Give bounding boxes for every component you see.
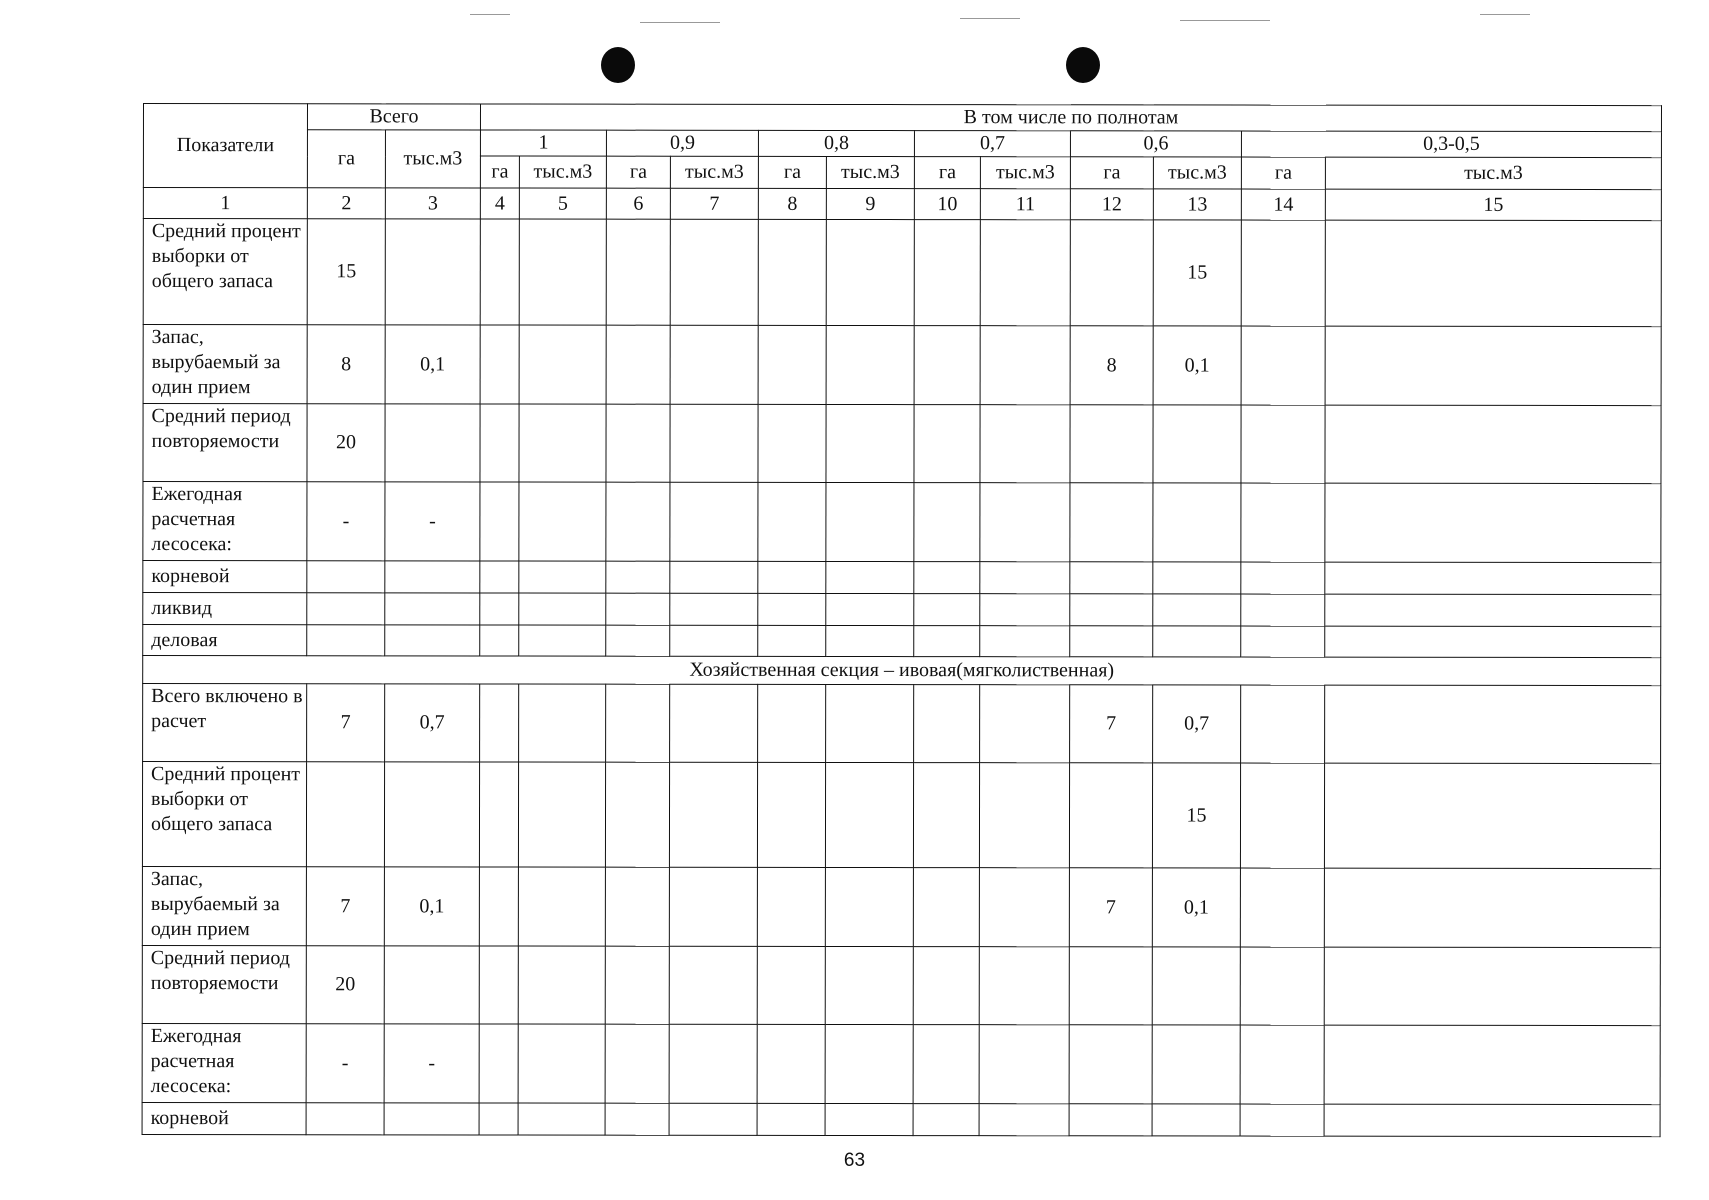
table-cell	[979, 763, 1069, 868]
table-cell	[669, 946, 757, 1024]
table-cell: 0,1	[384, 867, 479, 946]
scan-speck	[1180, 20, 1270, 21]
table-cell	[1070, 220, 1153, 326]
table-cell	[479, 762, 518, 867]
table-cell	[519, 684, 606, 762]
table-cell	[479, 867, 518, 946]
table-row	[143, 325, 1661, 406]
table-cell	[1324, 947, 1660, 1025]
row-label: корневой	[142, 1102, 306, 1134]
subheader-ha: га	[1241, 157, 1325, 189]
table-cell	[519, 325, 606, 404]
subheader-ha: га	[480, 156, 519, 188]
table-cell	[757, 946, 825, 1024]
table-cell	[670, 219, 758, 325]
table-cell	[913, 763, 979, 868]
table-cell	[480, 404, 519, 482]
row-label: деловая	[143, 625, 307, 656]
table-cell	[1069, 763, 1152, 868]
column-number: 11	[980, 189, 1070, 220]
table-cell	[385, 404, 480, 482]
table-cell	[670, 482, 758, 561]
table-cell	[825, 762, 913, 867]
table-cell	[1153, 594, 1241, 626]
column-number: 2	[307, 188, 385, 219]
table-cell	[980, 685, 1070, 763]
table-cell	[758, 561, 826, 593]
table-cell	[1070, 626, 1153, 657]
row-label: Ежегодная расчетная лесосека:	[142, 1023, 306, 1102]
table-cell: 0,1	[1152, 868, 1240, 947]
column-number: 12	[1070, 189, 1153, 220]
table-cell	[913, 947, 979, 1025]
table-cell: 15	[1153, 220, 1241, 326]
table-cell	[479, 946, 518, 1024]
scan-speck	[960, 18, 1020, 19]
table-cell: -	[385, 482, 480, 561]
scan-speck	[1480, 14, 1530, 15]
table-cell	[1069, 1104, 1152, 1136]
header-density-0-9: 0,9	[606, 130, 758, 156]
table-cell	[519, 561, 606, 593]
table-cell	[518, 762, 605, 867]
table-cell	[1241, 326, 1325, 405]
table-cell	[825, 946, 913, 1024]
table-cell	[670, 625, 758, 656]
table-cell	[757, 1024, 825, 1103]
table-cell	[1324, 868, 1660, 947]
table-row	[143, 404, 1661, 484]
table-row	[143, 219, 1661, 327]
table-cell	[518, 1024, 605, 1103]
row-label: Средний процент выборки от общего запаса	[143, 219, 307, 325]
row-label: Ежегодная расчетная лесосека:	[143, 482, 307, 561]
table-cell	[1241, 483, 1325, 562]
subheader-ha: га	[1070, 157, 1153, 189]
header-indicators: Показатели	[143, 104, 307, 188]
table-cell	[757, 1103, 825, 1135]
table-cell	[758, 482, 826, 561]
table-cell	[914, 562, 980, 594]
header-density-0-8: 0,8	[758, 130, 914, 156]
table-cell	[307, 593, 385, 625]
row-label: Средний период повторяемости	[142, 945, 306, 1023]
table-cell	[1070, 562, 1153, 594]
table-cell	[825, 867, 913, 946]
table-cell	[1069, 1025, 1152, 1104]
table-cell	[979, 1104, 1069, 1136]
subheader-ha: га	[606, 156, 670, 188]
table-cell	[1070, 405, 1153, 483]
table-cell	[979, 947, 1069, 1025]
table-cell	[1324, 1025, 1660, 1104]
table-cell	[605, 867, 669, 946]
column-number: 6	[606, 188, 670, 219]
table-cell: 15	[307, 219, 385, 325]
table-cell	[980, 405, 1070, 483]
table-cell	[670, 593, 758, 625]
table-cell	[384, 946, 479, 1024]
table-cell	[758, 325, 826, 404]
table-cell	[479, 1024, 518, 1103]
column-number: 1	[143, 188, 307, 219]
table-cell	[826, 404, 914, 482]
table-cell	[1153, 483, 1241, 562]
table-cell	[605, 946, 669, 1024]
table-cell	[826, 482, 914, 561]
table-row	[142, 945, 1660, 1025]
table-cell	[980, 626, 1070, 657]
header-by-density: В том числе по полнотам	[480, 104, 1661, 132]
table-cell	[1241, 220, 1325, 326]
table-cell	[914, 326, 980, 405]
table-cell	[480, 593, 519, 625]
section-title: Хозяйственная секция – ивовая(мягколиственная)	[143, 656, 1661, 686]
table-cell: 7	[306, 867, 384, 946]
table-cell	[826, 325, 914, 404]
header-density-1: 1	[480, 130, 606, 156]
table-cell	[480, 325, 519, 404]
table-cell	[606, 684, 670, 762]
table-cell	[606, 625, 670, 656]
table-cell	[1325, 220, 1661, 326]
table-row	[142, 866, 1660, 947]
table-cell	[1070, 594, 1153, 626]
table-cell: 8	[1070, 326, 1153, 405]
table-cell	[1325, 326, 1661, 405]
table-cell	[606, 482, 670, 561]
table-cell	[757, 762, 825, 867]
table-cell	[1153, 562, 1241, 594]
table-cell	[518, 867, 605, 946]
table-cell	[384, 762, 479, 867]
table-cell	[1153, 405, 1241, 483]
row-label: корневой	[143, 561, 307, 593]
table-cell: 8	[307, 325, 385, 404]
table-cell	[758, 593, 826, 625]
column-number: 14	[1241, 189, 1325, 220]
table-cell	[670, 561, 758, 593]
table-cell	[605, 1103, 669, 1135]
table-cell	[606, 325, 670, 404]
table-cell: 0,7	[1153, 685, 1241, 763]
table-cell	[1240, 1025, 1324, 1104]
table-cell	[1325, 685, 1661, 763]
table-row	[143, 684, 1661, 764]
table-cell	[1240, 763, 1324, 868]
table-cell: 20	[306, 946, 384, 1024]
row-label: Всего включено в расчет	[143, 684, 307, 762]
row-label: Запас, вырубаемый за один прием	[142, 866, 306, 945]
table-cell	[914, 594, 980, 626]
table-cell	[825, 1024, 913, 1103]
subheader-m3: тыс.м3	[980, 157, 1070, 189]
table-cell	[606, 404, 670, 482]
table-cell	[1325, 626, 1661, 657]
table-cell	[670, 684, 758, 762]
table-cell: -	[384, 1024, 479, 1103]
table-cell	[669, 762, 757, 867]
table-cell	[826, 625, 914, 656]
header-density-0-3-0-5: 0,3-0,5	[1241, 131, 1661, 158]
table-cell	[1325, 483, 1661, 562]
column-number: 3	[385, 188, 480, 219]
table-cell	[914, 685, 980, 763]
row-label: Запас, вырубаемый за один прием	[143, 325, 307, 404]
table-cell	[826, 593, 914, 625]
table-cell	[385, 625, 480, 656]
column-number-row	[143, 188, 1661, 221]
table-cell	[385, 219, 480, 325]
table-cell	[826, 561, 914, 593]
table-row	[143, 625, 1661, 658]
table-cell	[758, 684, 826, 762]
table-cell	[480, 625, 519, 656]
table-row	[142, 1023, 1660, 1104]
page-number: 63	[843, 1150, 866, 1171]
table-cell	[1152, 1104, 1240, 1136]
table-cell	[1241, 562, 1325, 594]
table-cell	[307, 625, 385, 656]
table-cell: 20	[307, 404, 385, 482]
table-cell	[980, 326, 1070, 405]
table-cell	[519, 593, 606, 625]
header-total-m3: тыс.м3	[385, 130, 480, 188]
table-cell	[1241, 685, 1325, 763]
table-cell: 15	[1152, 763, 1240, 868]
header-total: Всего	[307, 104, 480, 130]
table-cell	[979, 1025, 1069, 1104]
table-cell	[758, 625, 826, 656]
table-cell	[914, 626, 980, 657]
column-number: 10	[914, 189, 980, 220]
table-cell	[605, 762, 669, 867]
table-row	[143, 561, 1661, 595]
table-cell	[758, 219, 826, 325]
scan-speck	[470, 14, 510, 15]
subheader-ha: га	[758, 156, 826, 188]
column-number: 13	[1153, 189, 1241, 220]
table-row	[143, 593, 1661, 627]
column-number: 7	[670, 188, 758, 219]
table-cell	[1241, 626, 1325, 657]
table-cell	[670, 325, 758, 404]
table-cell	[1240, 1104, 1324, 1136]
row-label: Средний период повторяемости	[143, 404, 307, 482]
table-cell	[1324, 763, 1660, 868]
table-cell: 0,7	[385, 684, 480, 762]
forest-data-table	[142, 103, 1663, 1137]
table-cell	[1152, 947, 1240, 1025]
table-cell	[980, 483, 1070, 562]
table-row	[142, 762, 1660, 869]
subheader-m3: тыс.м3	[1325, 157, 1661, 189]
subheader-m3: тыс.м3	[670, 156, 758, 188]
subheader-m3: тыс.м3	[1153, 157, 1241, 189]
table-cell	[606, 561, 670, 593]
header-density-0-7: 0,7	[914, 131, 1070, 157]
table-cell	[384, 1103, 479, 1135]
table-cell	[606, 593, 670, 625]
table-cell	[826, 219, 914, 325]
column-number: 15	[1325, 189, 1661, 220]
table-cell	[480, 561, 519, 593]
table-cell	[606, 219, 670, 325]
table-cell	[1069, 947, 1152, 1025]
row-label: ликвид	[143, 593, 307, 625]
header-density-0-6: 0,6	[1070, 131, 1241, 157]
table-cell	[1325, 562, 1661, 594]
column-number: 9	[826, 188, 914, 219]
table-cell	[519, 482, 606, 561]
table-cell: 7	[1070, 685, 1153, 763]
table-cell: 7	[1069, 868, 1152, 947]
row-label: Средний процент выборки от общего запаса	[142, 762, 306, 867]
table-cell	[480, 219, 519, 325]
table-cell	[913, 1025, 979, 1104]
table-cell	[914, 405, 980, 483]
table-cell	[1070, 483, 1153, 562]
punch-hole-left	[601, 47, 635, 83]
table-cell	[306, 762, 384, 867]
table-cell	[518, 946, 605, 1024]
table-cell	[480, 482, 519, 561]
column-number: 8	[758, 188, 826, 219]
table-cell	[758, 404, 826, 482]
subheader-m3: тыс.м3	[826, 156, 914, 188]
table-cell	[979, 868, 1069, 947]
table-cell	[1241, 594, 1325, 626]
table-cell	[913, 1104, 979, 1136]
column-number: 5	[519, 188, 606, 219]
table-cell	[519, 625, 606, 656]
table-cell	[1241, 405, 1325, 483]
table-cell	[826, 684, 914, 762]
table-cell	[914, 220, 980, 326]
table-cell	[670, 404, 758, 482]
table-cell	[913, 868, 979, 947]
punch-hole-right	[1066, 47, 1100, 83]
table-cell	[1324, 1104, 1660, 1136]
table-cell: -	[306, 1024, 384, 1103]
table-cell	[914, 483, 980, 562]
table-cell	[480, 684, 519, 762]
table-cell	[385, 593, 480, 625]
table-cell: 0,1	[385, 325, 480, 404]
table-cell: 7	[307, 684, 385, 762]
scan-speck	[640, 22, 720, 23]
table-row	[142, 1102, 1660, 1136]
table-cell	[980, 220, 1070, 326]
table-cell	[980, 562, 1070, 594]
header-total-ha: га	[307, 130, 385, 188]
table-cell	[669, 1024, 757, 1103]
subheader-m3: тыс.м3	[519, 156, 606, 188]
table-cell	[479, 1103, 518, 1135]
table-cell	[1325, 594, 1661, 626]
table-cell	[519, 219, 606, 325]
table-cell: -	[307, 482, 385, 561]
table-cell	[825, 1103, 913, 1135]
table-cell	[1240, 947, 1324, 1025]
table-cell	[1152, 1025, 1240, 1104]
table-cell	[518, 1103, 605, 1135]
table-cell	[519, 404, 606, 482]
table-cell	[1325, 405, 1661, 483]
table-cell	[306, 1103, 384, 1135]
table-cell	[385, 561, 480, 593]
table-row	[143, 482, 1661, 563]
table-cell	[669, 867, 757, 946]
table-cell	[980, 594, 1070, 626]
column-number: 4	[480, 188, 519, 219]
table-cell	[757, 867, 825, 946]
table-cell	[307, 561, 385, 593]
table-cell: 0,1	[1153, 326, 1241, 405]
table-cell	[1240, 868, 1324, 947]
subheader-ha: га	[914, 157, 980, 189]
table-cell	[605, 1024, 669, 1103]
table-cell	[669, 1103, 757, 1135]
table-cell	[1153, 626, 1241, 657]
